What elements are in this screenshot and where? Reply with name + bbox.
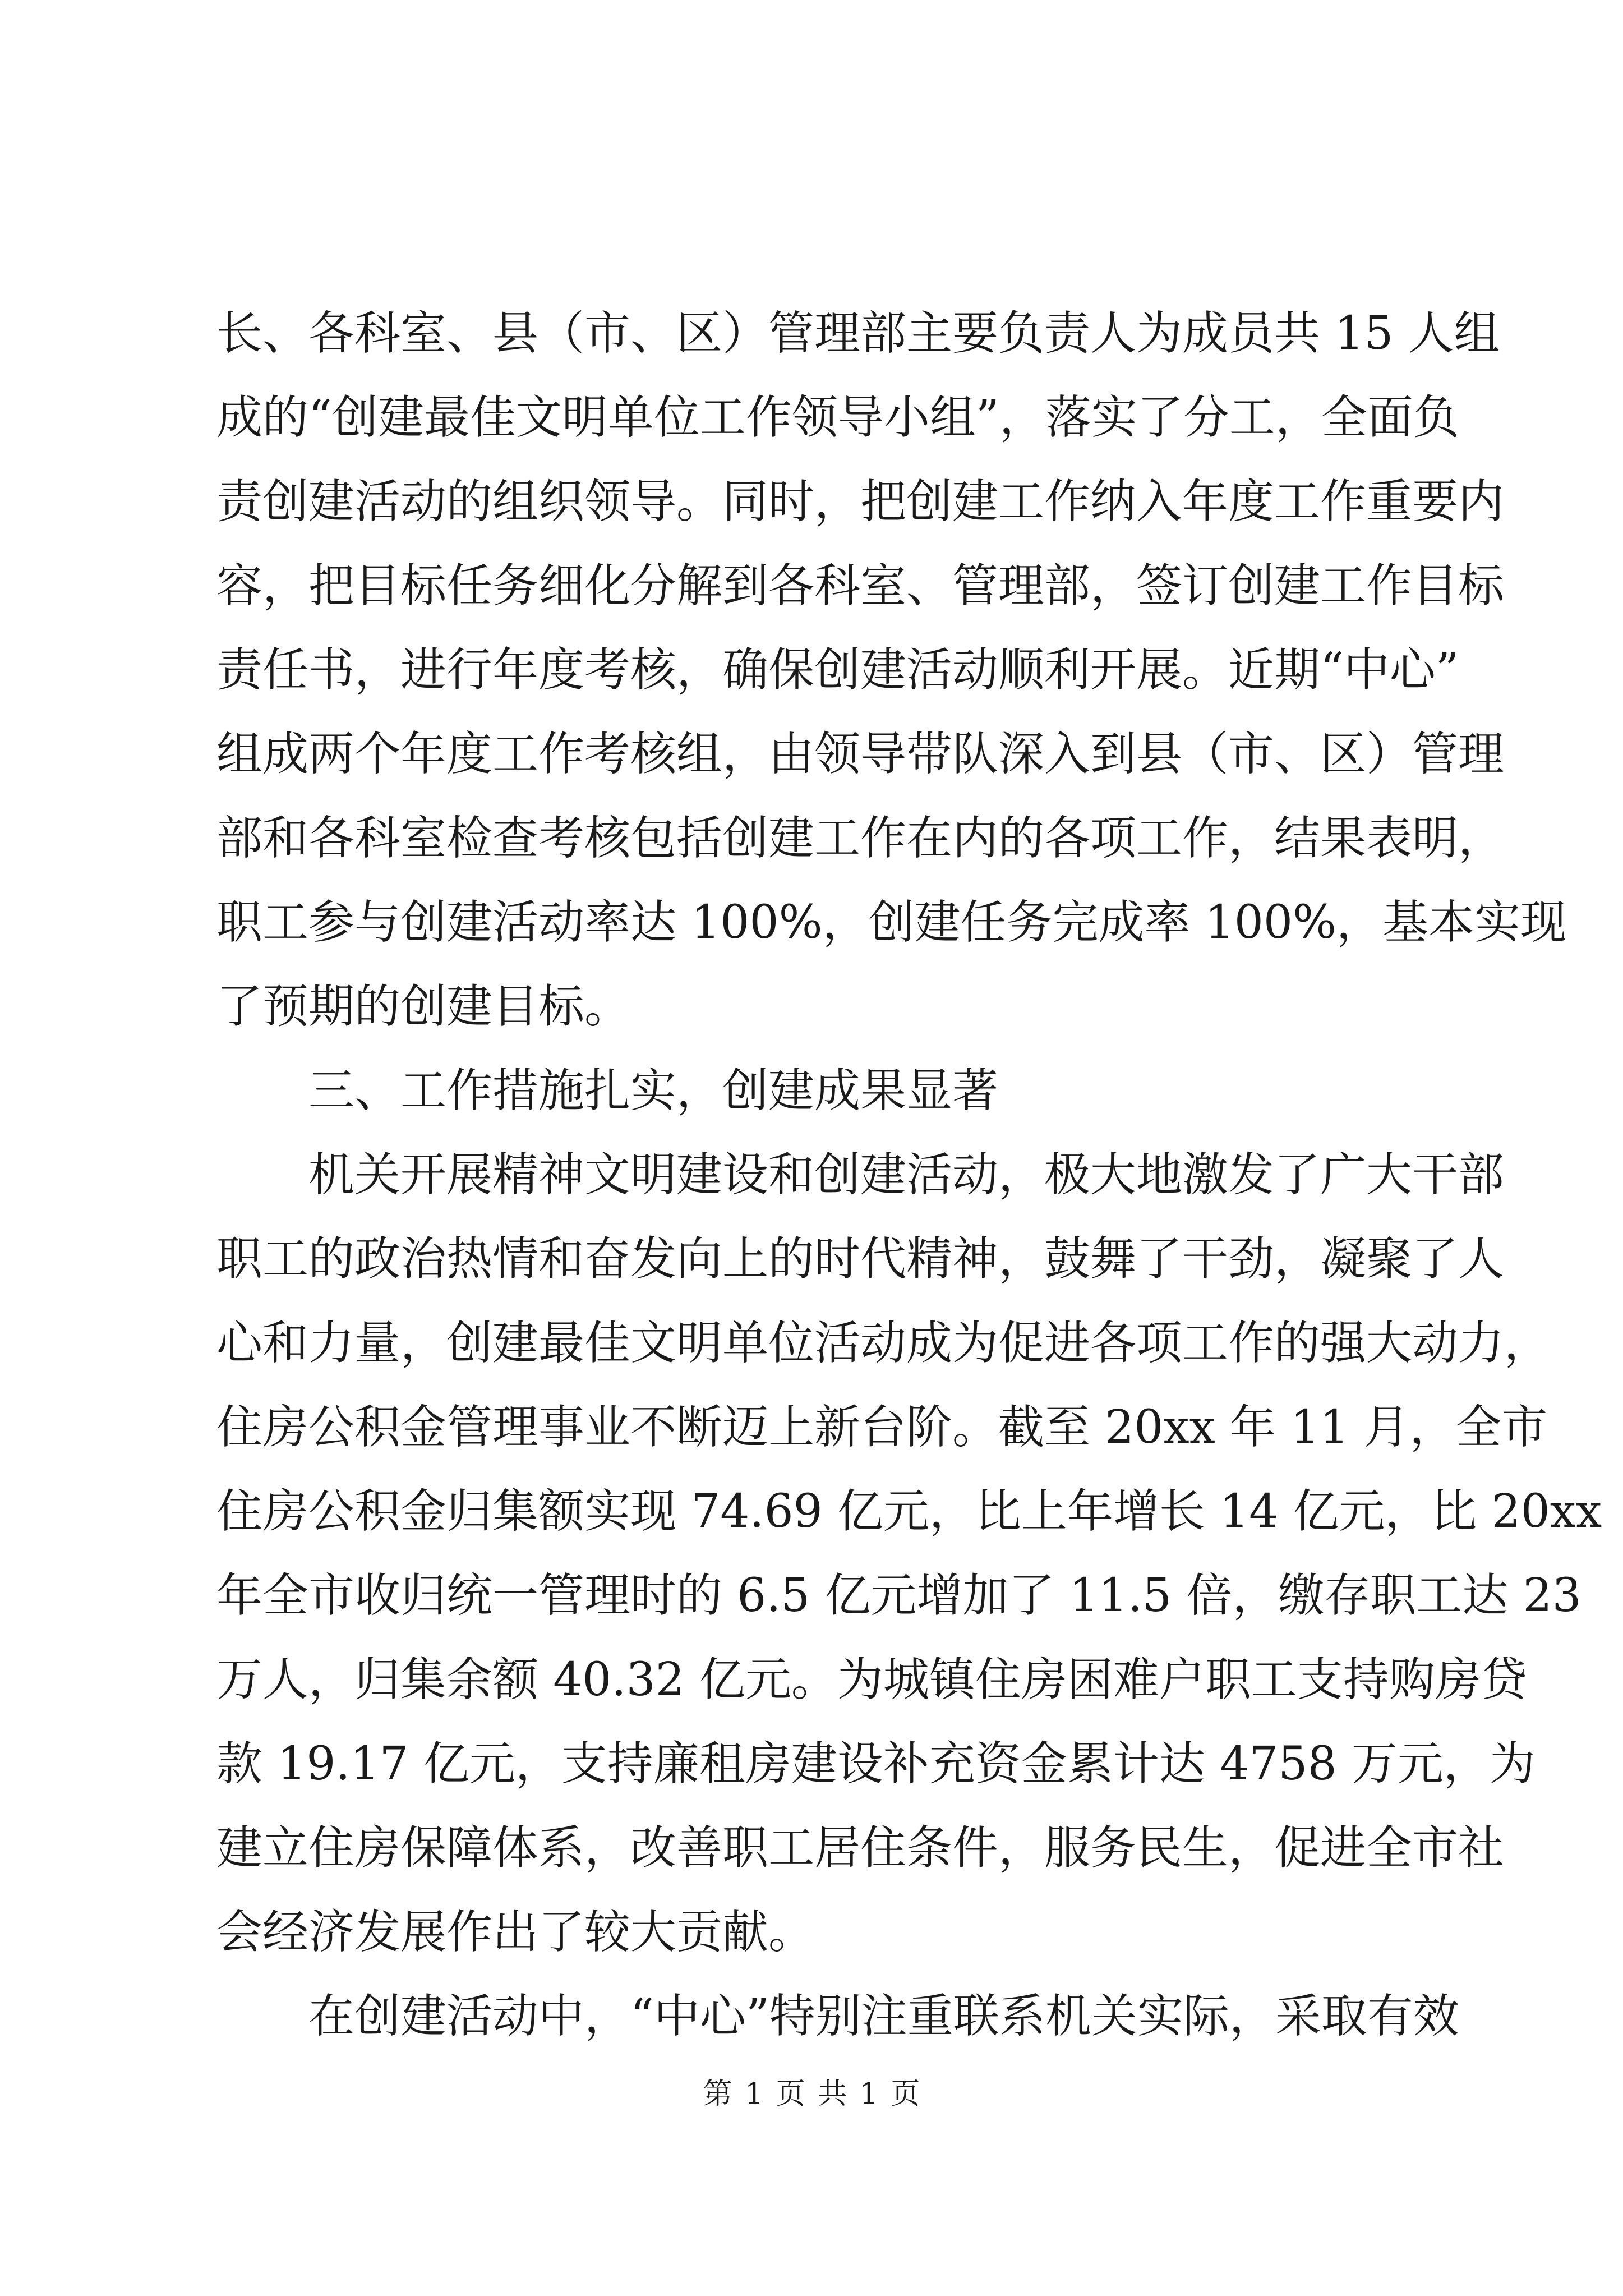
body-line: 在创建活动中，“中心”特别注重联系机关实际，采取有效 <box>308 1990 1459 2043</box>
page-footer: 第 1 页 共 1 页 <box>703 2077 920 2111</box>
body-line: 年全市收归统一管理时的 6.5 亿元增加了 11.5 倍，缴存职工达 23 <box>216 1569 1581 1622</box>
body-line: 机关开展精神文明建设和创建活动，极大地激发了广大干部 <box>308 1148 1505 1202</box>
body-line: 职工的政治热情和奋发向上的时代精神，鼓舞了干劲，凝聚了人 <box>216 1232 1505 1286</box>
body-line: 万人，归集余额 40.32 亿元。为城镇住房困难户职工支持购房贷 <box>216 1653 1527 1706</box>
body-line: 成的“创建最佳文明单位工作领导小组”，落实了分工，全面负 <box>216 391 1459 444</box>
document-body <box>216 292 1602 2059</box>
body-line: 建立住房保障体系，改善职工居住条件，服务民生，促进全市社 <box>216 1821 1505 1875</box>
body-line: 款 19.17 亿元，支持廉租房建设补充资金累计达 4758 万元，为 <box>216 1737 1536 1791</box>
body-line: 责任书，进行年度考核，确保创建活动顺利开展。近期“中心” <box>216 643 1459 697</box>
body-line: 会经济发展作出了较大贡献。 <box>216 1906 815 1959</box>
body-line: 心和力量，创建最佳文明单位活动成为促进各项工作的强大动力， <box>216 1317 1551 1370</box>
body-line: 责创建活动的组织领导。同时，把创建工作纳入年度工作重要内 <box>216 475 1505 528</box>
body-line: 职工参与创建活动率达 100%，创建任务完成率 100%，基本实现 <box>216 896 1566 949</box>
section-heading: 三、工作措施扎实，创建成果显著 <box>308 1064 999 1117</box>
body-line: 住房公积金管理事业不断迈上新台阶。截至 20xx 年 11 月，全市 <box>216 1401 1548 1454</box>
body-line: 部和各科室检查考核包括创建工作在内的各项工作，结果表明， <box>216 812 1505 865</box>
body-line: 容，把目标任务细化分解到各科室、管理部，签订创建工作目标 <box>216 559 1505 613</box>
body-line: 了预期的创建目标。 <box>216 980 631 1033</box>
body-line: 长、各科室、县（市、区）管理部主要负责人为成员共 15 人组 <box>216 307 1500 360</box>
body-line: 组成两个年度工作考核组，由领导带队深入到县（市、区）管理 <box>216 728 1505 781</box>
body-line: 住房公积金归集额实现 74.69 亿元，比上年增长 14 亿元，比 20xx <box>216 1485 1602 1538</box>
